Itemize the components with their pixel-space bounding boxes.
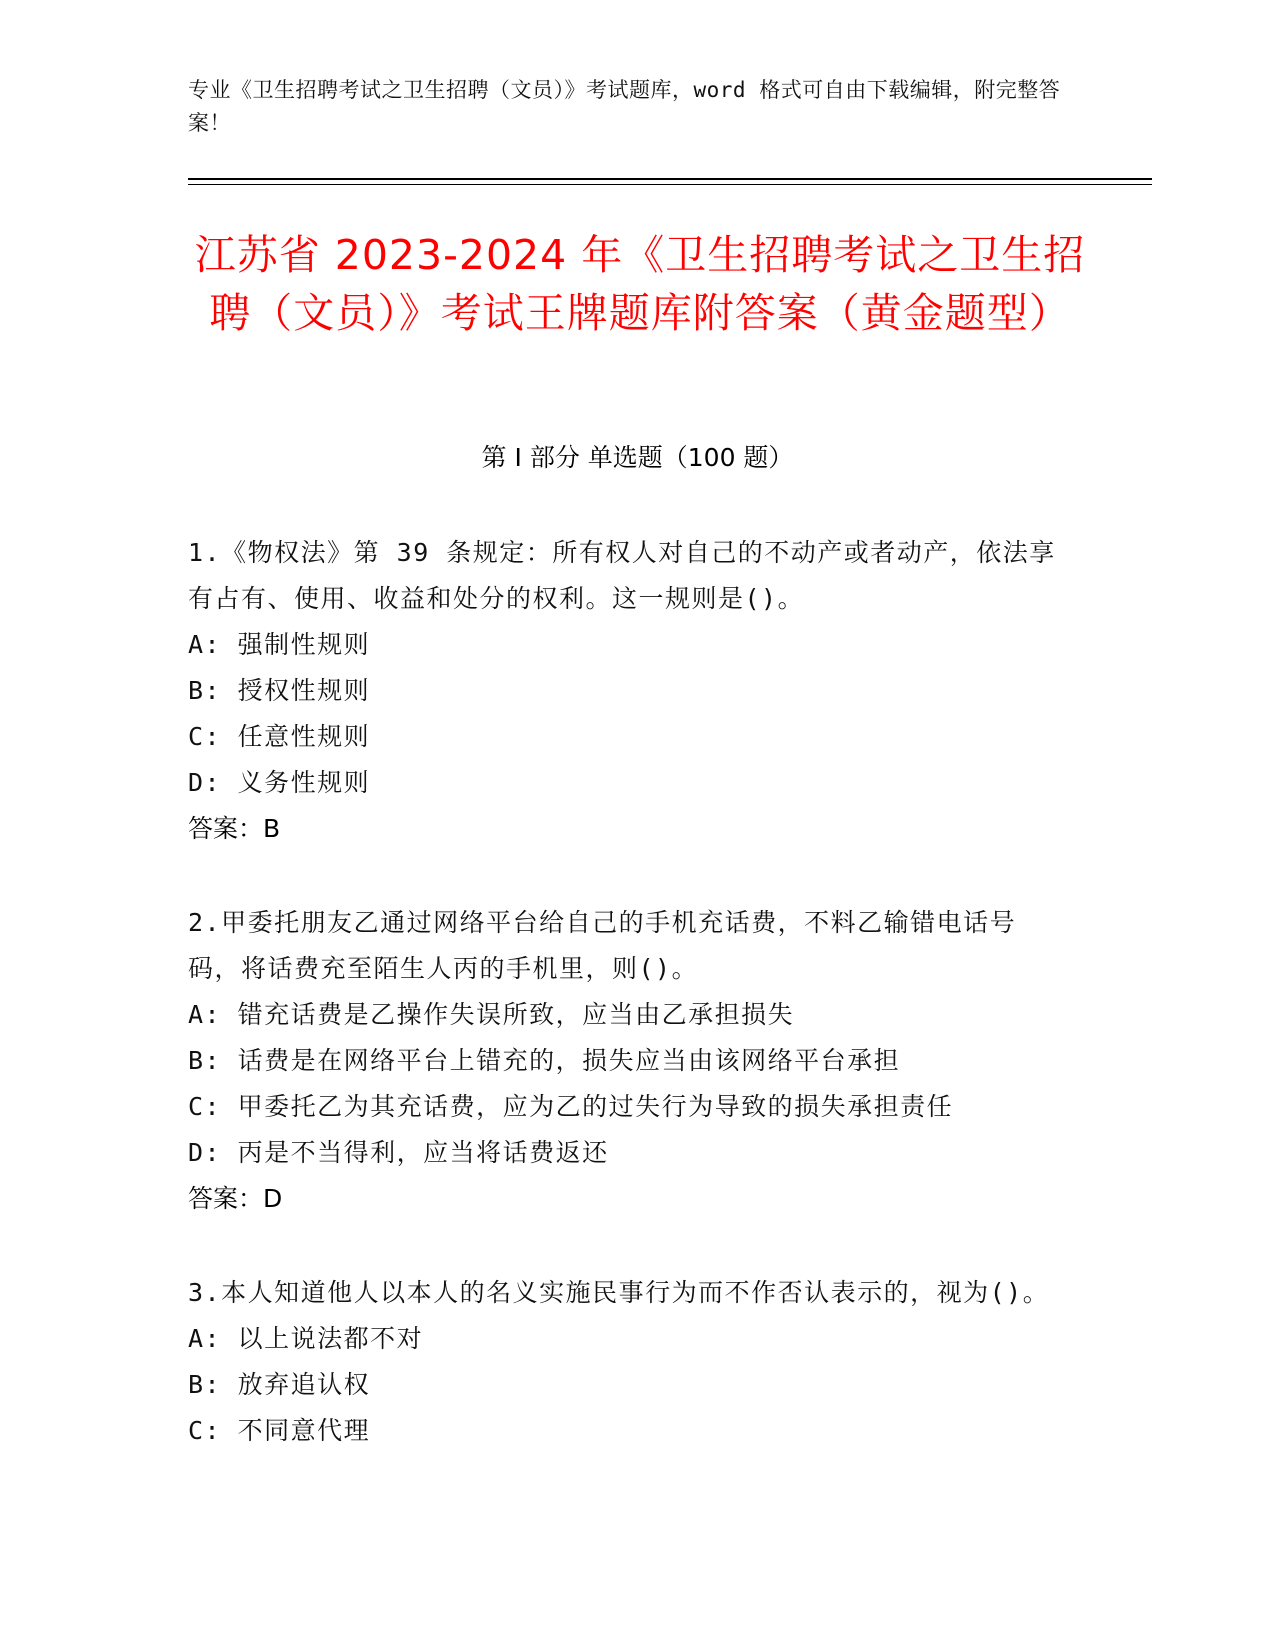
option-d: D: 义务性规则 bbox=[188, 768, 371, 797]
document-title: 江苏省 2023-2024 年《卫生招聘考试之卫生招聘（文员）》考试王牌题库附答案（黄金题型） bbox=[194, 231, 1086, 337]
question-2 bbox=[188, 900, 1068, 1222]
question-spacer bbox=[188, 852, 1068, 900]
question-list bbox=[188, 530, 1068, 1454]
option-c: C: 甲委托乙为其充话费，应为乙的过失行为导致的损失承担责任 bbox=[188, 1092, 954, 1121]
option-b: B: 放弃追认权 bbox=[188, 1370, 371, 1399]
question-3 bbox=[188, 1270, 1068, 1454]
question-1 bbox=[188, 530, 1068, 852]
option-c: C: 任意性规则 bbox=[188, 722, 371, 751]
header-rule-thick bbox=[188, 178, 1152, 180]
option-a: A: 以上说法都不对 bbox=[188, 1324, 424, 1353]
question-stem: 3.本人知道他人以本人的名义实施民事行为而不作否认表示的，视为()。 bbox=[188, 1278, 1050, 1307]
option-a: A: 错充话费是乙操作失误所致，应当由乙承担损失 bbox=[188, 1000, 795, 1029]
header-note: 专业《卫生招聘考试之卫生招聘（文员）》考试题库，word 格式可自由下载编辑，附完整答案！ bbox=[188, 78, 1061, 135]
option-b: B: 话费是在网络平台上错充的，损失应当由该网络平台承担 bbox=[188, 1046, 901, 1075]
option-d: D: 丙是不当得利，应当将话费返还 bbox=[188, 1138, 609, 1167]
question-stem: 1.《物权法》第 39 条规定：所有权人对自己的不动产或者动产，依法享有占有、使用、收益和处分的权利。这一规则是()。 bbox=[188, 538, 1056, 613]
header-rule-thin bbox=[188, 184, 1152, 185]
question-spacer bbox=[188, 1222, 1068, 1270]
answer: 答案：D bbox=[188, 1184, 283, 1213]
section-heading: 第 I 部分 单选题（100 题） bbox=[481, 443, 794, 472]
option-c: C: 不同意代理 bbox=[188, 1416, 371, 1445]
question-stem: 2.甲委托朋友乙通过网络平台给自己的手机充话费，不料乙输错电话号码，将话费充至陌生人丙的手机里，则()。 bbox=[188, 908, 1017, 983]
answer: 答案：B bbox=[188, 814, 281, 843]
option-a: A: 强制性规则 bbox=[188, 630, 371, 659]
option-b: B: 授权性规则 bbox=[188, 676, 371, 705]
